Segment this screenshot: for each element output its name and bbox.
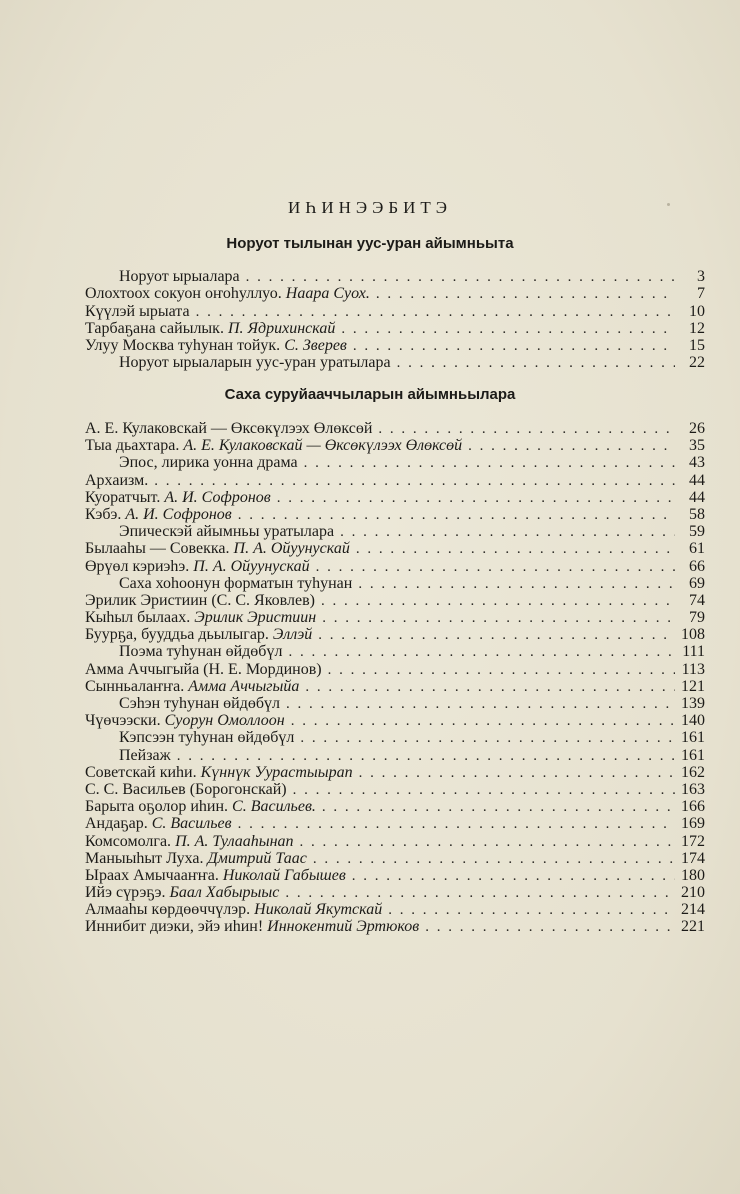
toc-entry (85, 454, 705, 471)
section-title-writers: Саха суруйааччыларын айымньылара (224, 386, 516, 403)
dot-leader (318, 627, 675, 644)
toc-entry-title: Барыта оҕолор иһин. (85, 798, 229, 816)
toc-page-number: 58 (689, 505, 705, 523)
toc-entry-title: А. Е. Кулаковскай — Өксөкүлээх Өлөксөй (85, 420, 373, 437)
toc-entry (85, 609, 705, 626)
toc-page-number: 22 (689, 354, 705, 372)
toc-page-number: 69 (689, 574, 705, 592)
toc-entry (85, 626, 705, 643)
dot-leader (322, 610, 675, 627)
dot-leader (359, 765, 675, 782)
toc-entry-label (85, 472, 148, 489)
toc-page-number: 66 (689, 557, 705, 575)
toc-entry-label (119, 268, 240, 285)
toc-entry-title: Чүөчээски. (85, 712, 161, 730)
toc-entry-author: Николай Габышев (222, 866, 346, 884)
toc-entry-title: Маныыһыт Луха. (85, 849, 204, 867)
dot-leader (468, 438, 675, 455)
toc-entry (85, 472, 705, 489)
toc-entry (85, 540, 705, 557)
toc-entry-title: Былааһы — Совекка. (85, 540, 230, 558)
dot-leader (313, 851, 675, 868)
toc-entry-title: Комсомолга. (85, 832, 172, 850)
toc-entry-label (85, 337, 347, 354)
dot-leader (356, 541, 675, 558)
toc-page-number: 43 (689, 454, 705, 472)
toc-entry-title: Кэпсээн туһунан өйдөбүл (119, 729, 295, 747)
toc-entry-label (85, 712, 285, 729)
toc-entry (85, 337, 705, 354)
toc-entry (85, 798, 705, 815)
dot-leader (340, 524, 675, 541)
toc-page-number: 162 (681, 763, 705, 781)
toc-entry-author: Күннүк Уурастыырап (200, 763, 353, 781)
toc-entry (85, 558, 705, 575)
toc-entry-title: Советскай киһи. (85, 763, 197, 781)
toc-entry-label (85, 303, 190, 320)
toc-entry-label (85, 285, 370, 302)
toc-page-number: 174 (681, 849, 705, 867)
toc-entry-author: П. А. Ойуунускай (233, 540, 350, 558)
toc-entry-title: Амма Аччыгыйа (Н. Е. Мординов) (85, 660, 322, 678)
toc-entry-author: Наара Суох. (285, 285, 370, 303)
toc-entry-author: Николай Якутскай (254, 901, 383, 919)
toc-entry-label (85, 764, 353, 781)
toc-entry-author: Суорун Омоллоон (164, 712, 285, 730)
toc-entry-title: Норуот ырыалара (119, 268, 240, 285)
toc-entry-author: Баал Хабырыыс (169, 884, 280, 902)
dot-leader (291, 713, 675, 730)
toc-entry (85, 729, 705, 746)
toc-entry-author: Эрилик Эристиин (194, 609, 317, 627)
dot-leader (316, 559, 675, 576)
toc-entry-label (119, 729, 294, 746)
dot-leader (376, 286, 675, 303)
toc-entry-title: Эрилик Эристиин (С. С. Яковлев) (85, 591, 315, 609)
toc-entry-label (85, 781, 287, 798)
toc-entry-title: Тыа дьахтара. (85, 437, 180, 455)
toc-entry-label (85, 420, 372, 437)
dot-leader (154, 473, 675, 490)
toc-entry-title: Сынньалаҥҥа. (85, 677, 185, 695)
dot-leader (352, 868, 675, 885)
toc-entry (85, 303, 705, 320)
toc-writers-section (85, 420, 705, 936)
dot-leader (293, 782, 675, 799)
toc-entry-label (85, 489, 271, 506)
dot-leader (388, 902, 675, 919)
toc-entry (85, 678, 705, 695)
toc-entry-title: Норуот ырыаларын уус-уран уратылара (119, 354, 391, 372)
toc-entry-label (119, 354, 391, 371)
dot-leader (286, 696, 675, 713)
dot-leader (246, 269, 675, 286)
toc-page-number: 15 (689, 337, 705, 355)
toc-entry-label (119, 523, 334, 540)
toc-entry (85, 268, 705, 285)
toc-entry-title: Архаизм. (85, 471, 149, 489)
toc-page-number: 139 (681, 695, 705, 712)
toc-entry-label (85, 901, 382, 918)
toc-entry (85, 884, 705, 901)
toc-entry-title: Иннибит диэки, эйэ иһин! (85, 918, 264, 936)
toc-entry (85, 523, 705, 540)
toc-entry-author: С. Васильев. (232, 798, 316, 816)
dot-leader (196, 304, 675, 321)
toc-page-number: 210 (681, 884, 705, 902)
toc-entry-title: Олохтоох сокуон оҥоһуллуо. (85, 285, 282, 303)
toc-entry (85, 285, 705, 302)
toc-entry-label (85, 437, 462, 454)
toc-entry-label (85, 320, 335, 337)
dot-leader (341, 321, 675, 338)
toc-entry (85, 661, 705, 678)
dot-leader (285, 885, 675, 902)
dot-leader (305, 679, 675, 696)
toc-page-number: 44 (689, 488, 705, 506)
toc-entry-label (85, 884, 279, 901)
dot-leader (358, 576, 675, 593)
toc-entry-title: Буурҕа, бууддьа дьылыгар. (85, 626, 269, 644)
toc-entry-label (85, 678, 299, 695)
dot-leader (321, 593, 675, 610)
toc-page-number: 163 (681, 780, 705, 798)
toc-entry-author: Эллэй (272, 626, 313, 644)
toc-entry-author: Амма Аччыгыйа (188, 677, 300, 695)
toc-entry-label (85, 609, 316, 626)
toc-page-number: 214 (681, 901, 705, 919)
toc-entry-title: Куоратчыт. (85, 488, 161, 506)
toc-entry-title: Саха хоһоонун форматын туһунан (119, 574, 353, 592)
toc-entry-title: Ийэ сүрэҕэ. (85, 884, 166, 902)
toc-entry-title: Алмааһы көрдөөччүлэр. (85, 901, 251, 919)
toc-entry-title: Эпос, лирика уонна драма (119, 454, 298, 472)
dot-leader (353, 338, 675, 355)
toc-entry-title: С. С. Васильев (Борогонскай) (85, 780, 287, 798)
toc-page-number: 7 (697, 285, 705, 303)
toc-entry-author: А. И. Софронов (125, 505, 232, 523)
toc-entry (85, 833, 705, 850)
toc-entry (85, 506, 705, 523)
toc-page-number: 3 (697, 268, 705, 285)
toc-page-number: 140 (681, 712, 705, 730)
toc-entry-label (85, 626, 312, 643)
toc-entry (85, 712, 705, 729)
toc-entry-title: Пейзаж (119, 746, 171, 764)
toc-page-number: 108 (681, 626, 705, 644)
toc-entry-author: Иннокентий Эртюков (267, 918, 420, 936)
toc-page-number: 166 (681, 798, 705, 816)
toc-entry-title: Кэбэ. (85, 505, 122, 523)
dot-leader (238, 816, 675, 833)
toc-entry (85, 867, 705, 884)
toc-entry-author: Дмитрий Таас (207, 849, 307, 867)
dot-leader (378, 421, 675, 438)
toc-entry-title: Тарбаҕана сайылык. (85, 319, 224, 337)
dot-leader (288, 644, 675, 661)
toc-page-number: 161 (681, 729, 705, 747)
toc-entry-title: Кыһыл былаах. (85, 609, 191, 627)
toc-entry-title: Андаҕар. (85, 815, 148, 833)
toc-entry-author: А. Е. Кулаковскай — Өксөкүлээх Өлөксөй (183, 437, 463, 455)
page-title: ИҺИНЭЭБИТЭ (288, 198, 452, 217)
toc-entry-author: П. А. Тулааһынап (175, 832, 294, 850)
toc-page-number: 161 (681, 746, 705, 764)
toc-entry-author: П. Ядрихинскай (227, 319, 336, 337)
toc-folk-section (85, 268, 705, 372)
toc-entry-label (85, 661, 322, 678)
toc-entry-label (85, 850, 307, 867)
dot-leader (300, 834, 675, 851)
toc-entry (85, 918, 705, 935)
toc-entry-label (85, 833, 294, 850)
toc-page-number: 26 (689, 420, 705, 437)
toc-page-number: 12 (689, 319, 705, 337)
toc-entry-label (119, 454, 298, 471)
toc-entry-label (85, 798, 316, 815)
toc-entry-title: Ыраах Амычааҥҥа. (85, 866, 219, 884)
toc-entry-label (119, 695, 280, 712)
toc-entry (85, 764, 705, 781)
toc-entry (85, 592, 705, 609)
dot-leader (322, 799, 675, 816)
toc-entry-title: Улуу Москва туһунан тойук. (85, 337, 281, 355)
toc-entry (85, 643, 705, 660)
dot-leader (277, 490, 675, 507)
dot-leader (177, 748, 675, 765)
toc-entry-label (85, 918, 419, 935)
toc-page-number: 169 (681, 815, 705, 833)
toc-page-number: 44 (689, 471, 705, 489)
toc-page-number: 61 (689, 540, 705, 558)
toc-entry-label (119, 575, 352, 592)
toc-entry (85, 781, 705, 798)
toc-page-number: 113 (681, 660, 705, 678)
toc-entry (85, 489, 705, 506)
toc-entry-label (85, 506, 232, 523)
toc-entry (85, 320, 705, 337)
toc-entry-label (85, 540, 350, 557)
toc-page-number: 35 (689, 437, 705, 455)
toc-entry (85, 420, 705, 437)
toc-entry-title: Өрүөл кэриэһэ. (85, 557, 190, 575)
dot-leader (328, 662, 675, 679)
toc-page-number: 180 (681, 866, 705, 884)
toc-entry-author: С. Зверев (284, 337, 347, 355)
toc-entry-label (85, 867, 346, 884)
toc-entry (85, 747, 705, 764)
toc-entry-label (119, 643, 282, 660)
toc-page-number: 10 (689, 302, 705, 320)
toc-page-number: 172 (681, 832, 705, 850)
toc-entry-label (119, 747, 171, 764)
toc-entry (85, 575, 705, 592)
dot-leader (425, 919, 675, 936)
toc-page-number: 59 (689, 523, 705, 541)
toc-page-number: 111 (682, 643, 705, 661)
section-title-folk: Норуот тылынан уус-уран айымньыта (226, 235, 514, 252)
toc-entry (85, 354, 705, 371)
toc-page-number: 221 (681, 918, 705, 936)
dot-leader (238, 507, 675, 524)
toc-entry (85, 901, 705, 918)
toc-entry-title: Эпическэй айымньы уратылара (119, 523, 335, 541)
toc-entry (85, 815, 705, 832)
toc-page-number: 121 (681, 677, 705, 695)
dot-leader (397, 355, 675, 372)
toc-entry-label (85, 592, 315, 609)
toc-page-number: 79 (689, 609, 705, 627)
dot-leader (304, 455, 675, 472)
dot-leader (300, 730, 675, 747)
toc-entry (85, 695, 705, 712)
toc-entry-label (85, 558, 310, 575)
toc-entry-title: Күүлэй ырыата (85, 302, 190, 320)
toc-page-number: 74 (689, 591, 705, 609)
toc-entry-label (85, 815, 232, 832)
toc-entry (85, 850, 705, 867)
toc-entry (85, 437, 705, 454)
toc-entry-author: А. И. Софронов (164, 488, 271, 506)
toc-entry-title: Сэһэн туһунан өйдөбүл (119, 695, 280, 712)
toc-entry-author: П. А. Ойуунускай (193, 557, 310, 575)
toc-entry-title: Поэма туһунан өйдөбүл (119, 643, 283, 661)
toc-entry-author: С. Васильев (151, 815, 232, 833)
